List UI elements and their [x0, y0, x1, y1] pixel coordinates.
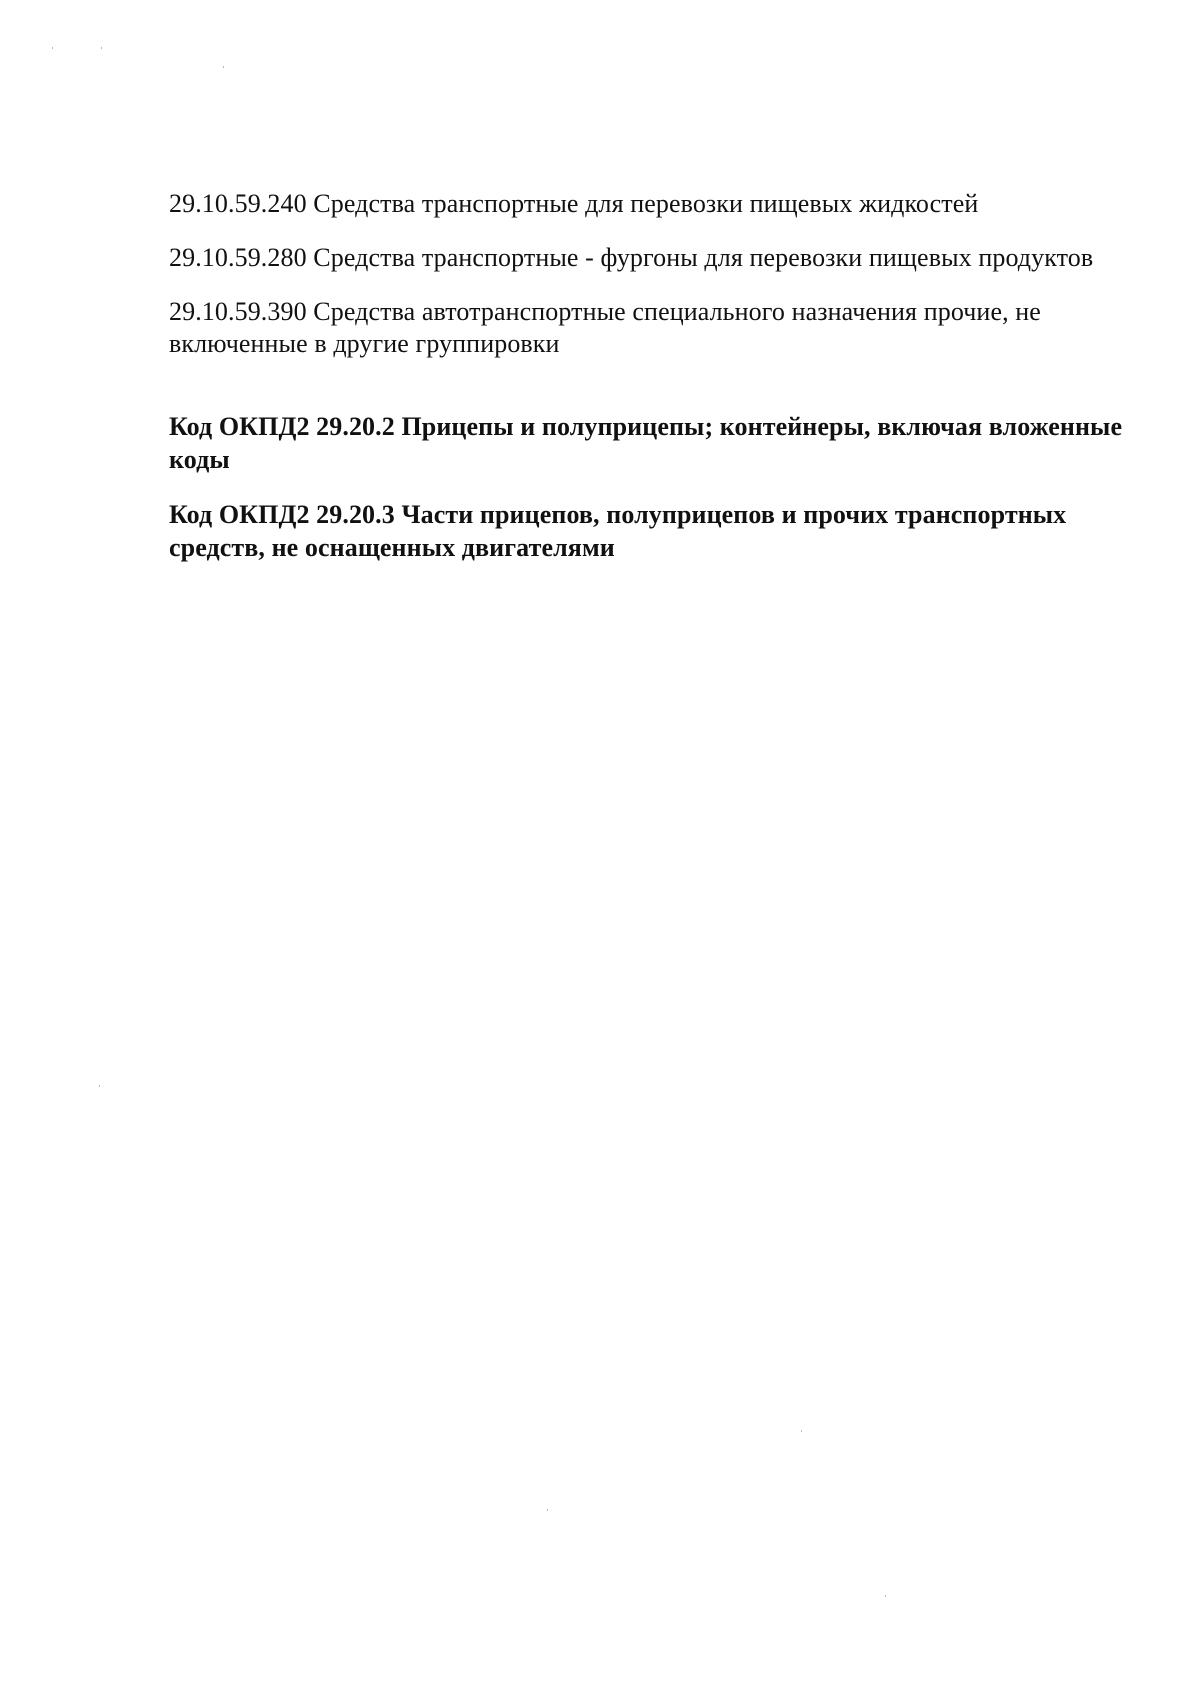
scan-speck [547, 1509, 548, 1511]
scan-speck [801, 1430, 802, 1432]
document-body [169, 188, 1129, 564]
okpd-item-280: 29.10.59.280 Средства транспортные - фургоны для перевозки пищевых продуктов [169, 243, 1094, 272]
scan-speck [101, 47, 102, 49]
okpd-item-240: 29.10.59.240 Средства транспортные для перевозки пищевых жидкостей [169, 189, 979, 218]
okpd-item-390: 29.10.59.390 Средства автотранспортные специального назначения прочие, не включенные в другие группировки [169, 297, 1041, 358]
scan-speck [885, 1595, 886, 1597]
okpd-heading-29-20-3: Код ОКПД2 29.20.3 Части прицепов, полуприцепов и прочих транспортных средств, не оснащенных двигателями [169, 500, 1067, 562]
scan-speck [52, 47, 53, 49]
okpd-headings [169, 410, 1129, 564]
scan-speck [99, 1085, 100, 1087]
scan-speck [223, 66, 224, 68]
okpd-heading-29-20-2: Код ОКПД2 29.20.2 Прицепы и полуприцепы; контейнеры, включая вложенные коды [169, 412, 1123, 474]
